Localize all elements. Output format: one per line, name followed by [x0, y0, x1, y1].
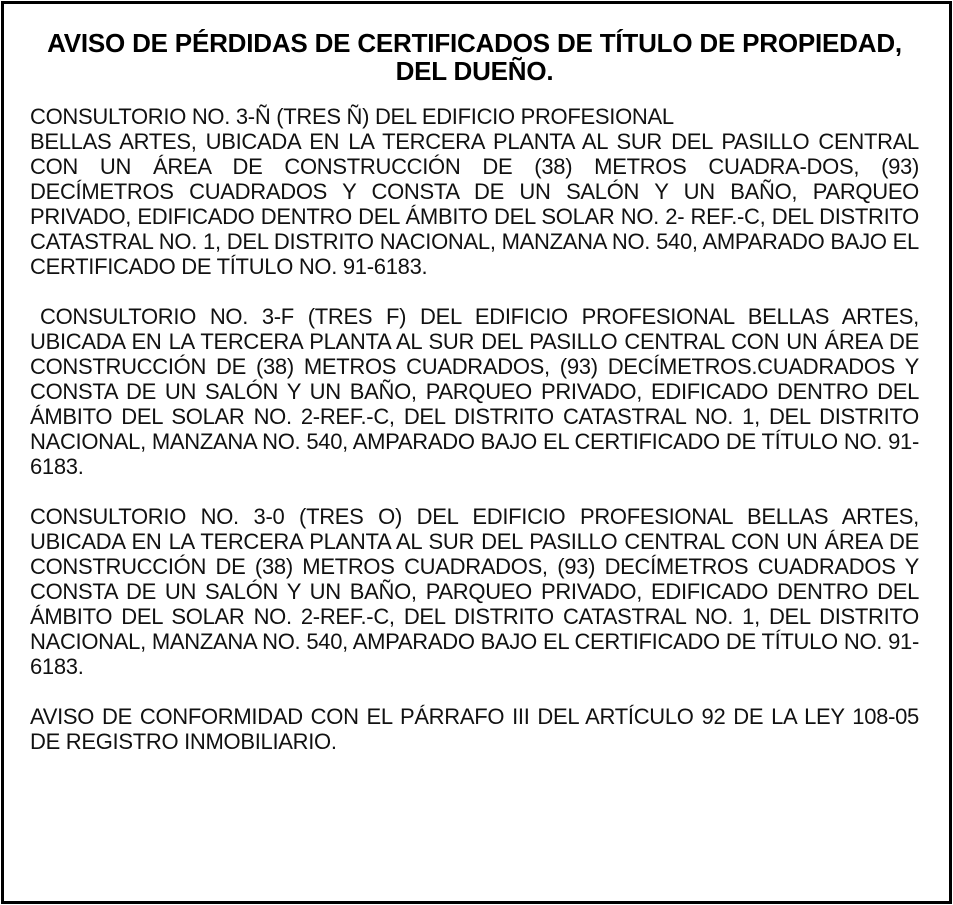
legal-notice	[1, 1, 952, 904]
notice-paragraph-consultorio-3n	[30, 104, 919, 279]
notice-paragraph-consultorio-3o: CONSULTORIO NO. 3-0 (TRES O) DEL EDIFICIO PROFESIONAL BELLAS ARTES, UBICADA EN LA TERCERA PLANTA AL SUR DEL PASILLO CENTRAL CON UN ÁREA DE CONSTRUCCIÓN DE (38) METROS CUADRADOS, (93) DECÍMETROS CUADRADOS Y CONSTA DE UN SALÓN Y UN BAÑO, PARQUEO PRIVADO, EDIFICADO DENTRO DEL ÁMBITO DEL SOLAR NO. 2-REF.-C, DEL DISTRITO CATASTRAL NO. 1, DEL DISTRITO NACIONAL, MANZANA NO. 540, AMPARADO BAJO EL CERTIFICADO DE TÍTULO NO. 91-6183.	[30, 504, 919, 679]
paragraph-first-line: CONSULTORIO NO. 3-Ñ (TRES Ñ) DEL EDIFICIO PROFESIONAL	[30, 104, 674, 129]
notice-title: AVISO DE PÉRDIDAS DE CERTIFICADOS DE TÍTULO DE PROPIEDAD, DEL DUEÑO.	[47, 28, 902, 86]
notice-legal-basis: AVISO DE CONFORMIDAD CON EL PÁRRAFO III DEL ARTÍCULO 92 DE LA LEY 108-05 DE REGISTRO INMOBILIARIO.	[30, 704, 919, 754]
paragraph-body: BELLAS ARTES, UBICADA EN LA TERCERA PLANTA AL SUR DEL PASILLO CENTRAL CON UN ÁREA DE CONSTRUCCIÓN DE (38) METROS CUADRA-DOS, (93) DECÍMETROS CUADRADOS Y CONSTA DE UN SALÓN Y UN BAÑO, PARQUEO PRIVADO, EDIFICADO DENTRO DEL ÁMBITO DEL SOLAR NO. 2- REF.-C, DEL DISTRITO CATASTRAL NO. 1, DEL DISTRITO NACIONAL, MANZANA NO. 540, AMPARADO BAJO EL CERTIFICADO DE TÍTULO NO. 91-6183.	[30, 129, 919, 279]
notice-paragraph-consultorio-3f: CONSULTORIO NO. 3-F (TRES F) DEL EDIFICIO PROFESIONAL BELLAS ARTES, UBICADA EN LA TERCERA PLANTA AL SUR DEL PASILLO CENTRAL CON UN ÁREA DE CONSTRUCCIÓN DE (38) METROS CUADRADOS, (93) DECÍMETROS.CUADRADOS Y CONSTA DE UN SALÓN Y UN BAÑO, PARQUEO PRIVADO, EDIFICADO DENTRO DEL ÁMBITO DEL SOLAR NO. 2-REF.-C, DEL DISTRITO CATASTRAL NO. 1, DEL DISTRITO NACIONAL, MANZANA NO. 540, AMPARADO BAJO EL CERTIFICADO DE TÍTULO NO. 91-6183.	[30, 304, 919, 479]
